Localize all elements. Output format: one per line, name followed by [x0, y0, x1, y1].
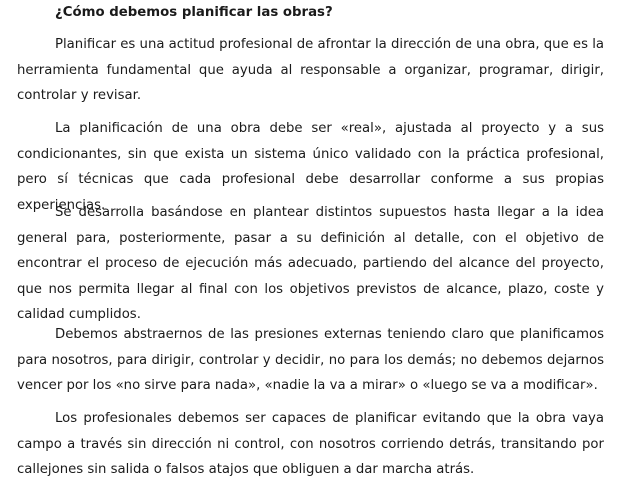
paragraph-4: Debemos abstraernos de las presiones externas teniendo claro que planificamos para nosotros, para dirigir, controlar y decidir, no para los demás; no debemos dejarnos vencer por los «no sirve para nada», «nadie la va a mirar» o «luego se va a modificar». [17, 327, 604, 394]
paragraph-5: Los profesionales debemos ser capaces de planificar evitando que la obra vaya campo a través sin dirección ni control, con nosotros corriendo detrás, transitando por callejones sin salida o falsos atajos que obliguen a dar marcha atrás. [17, 411, 604, 478]
section-heading: ¿Cómo debemos planificar las obras? [55, 5, 333, 20]
paragraph-3: Se desarrolla basándose en plantear distintos supuestos hasta llegar a la idea general para, posteriormente, pasar a su definición al detalle, con el objetivo de encontrar el proceso de ejecución más adecuado, partiendo del alcance del proyecto, que nos permita llegar al final con los objetivos previstos de alcance, plazo, coste y calidad cumplidos. [17, 205, 604, 323]
paragraph-1: Planificar es una actitud profesional de afrontar la dirección de una obra, que es la herramienta fundamental que ayuda al responsable a organizar, programar, dirigir, controlar y revisar. [17, 37, 604, 104]
paragraph-2: La planificación de una obra debe ser «real», ajustada al proyecto y a sus condicionantes, sin que exista un sistema único validado con la práctica profesional, pero sí técnicas que cada profesional debe desarrollar conforme a sus propias experiencias. [17, 121, 604, 213]
